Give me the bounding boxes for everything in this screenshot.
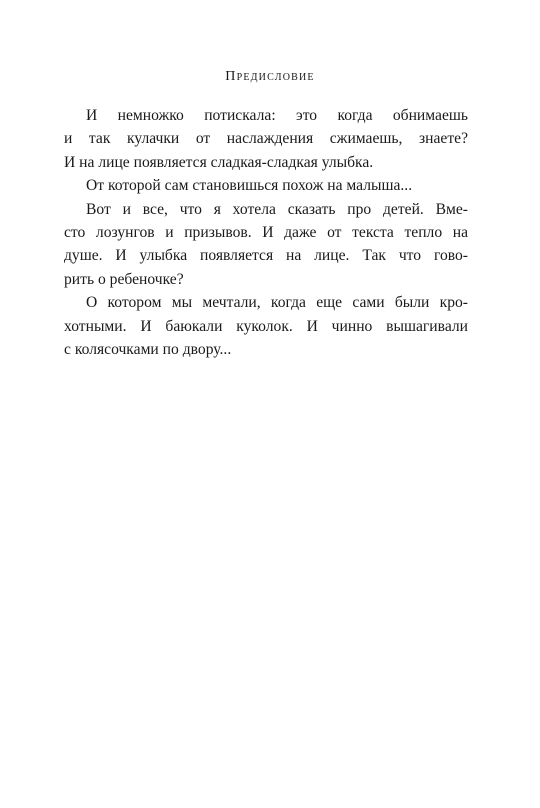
text-line: И на лице появляется сладкая-сладкая улыбка. — [64, 153, 374, 171]
text-line: сто лозунгов и призывов. И даже от текста тепло на — [64, 224, 468, 242]
body-text — [64, 104, 468, 361]
text-line: душе. И улыбка появляется на лице. Так что гово- — [64, 247, 468, 265]
page-header: Предисловие — [225, 69, 315, 84]
text-line: и так кулачки от наслаждения сжимаешь, знаете? — [64, 130, 468, 148]
text-line: Вот и все, что я хотела сказать про детей. Вме- — [86, 200, 468, 218]
text-line: хотными. И баюкали куколок. И чинно вышагивали — [64, 317, 468, 335]
text-line: И немножко потискала: это когда обнимаешь — [86, 107, 468, 124]
text-line: с колясочками по двору... — [64, 341, 232, 359]
text-line: О котором мы мечтали, когда еще сами были кро- — [86, 294, 468, 312]
text-line: От которой сам становишься похож на малыша... — [86, 177, 413, 195]
text-line: рить о ребеночке? — [64, 270, 184, 288]
